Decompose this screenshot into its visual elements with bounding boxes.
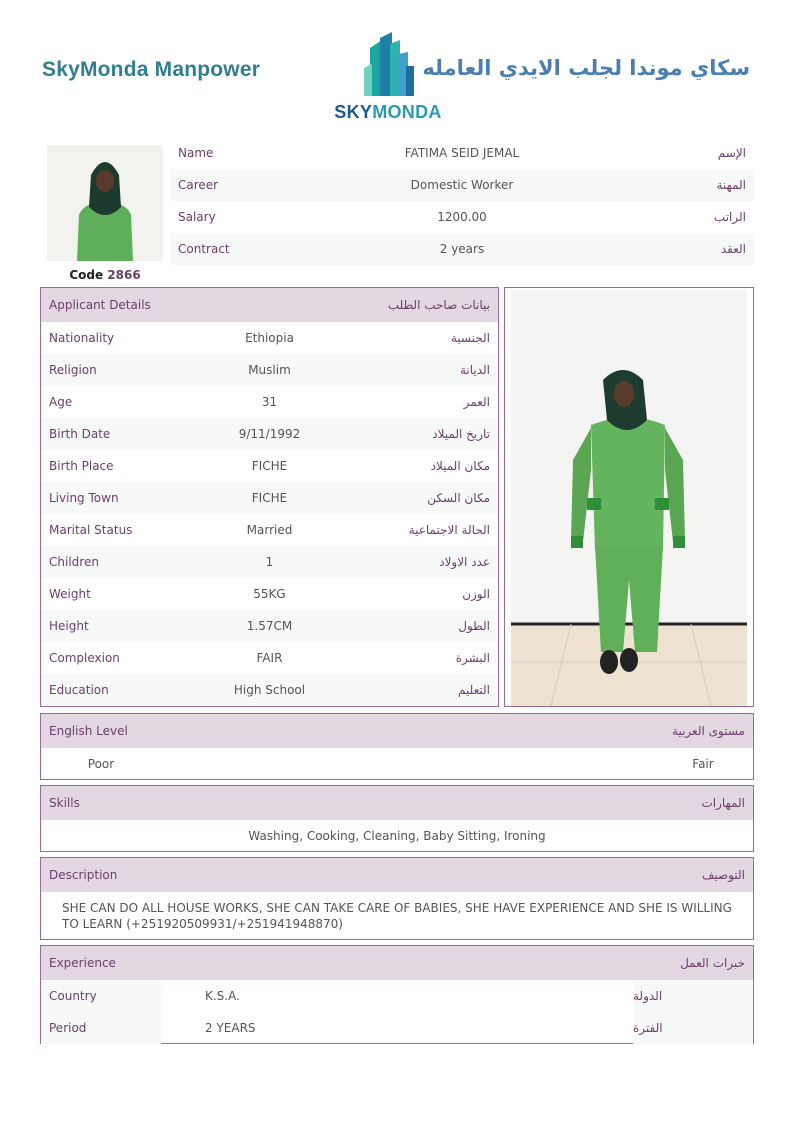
profile-row-career [170,169,754,201]
row-label: Career [178,178,219,192]
applicant-thumbnail-photo [47,145,163,261]
language-level-panel [40,713,754,780]
detail-row: Birth Place FICHE مكان الميلاد [49,459,490,473]
panel-title: English Level [49,724,128,738]
panel-header [41,786,753,820]
detail-row: Religion Muslim الديانة [41,354,498,386]
row-value: 2 years [439,242,485,256]
row-label-arabic: الراتب [713,210,746,224]
panel-header [41,946,753,980]
experience-row-country [41,980,753,1012]
row-value: 1200.00 [437,210,487,224]
row-value: FATIMA SEID JEMAL [404,146,520,160]
detail-row: Age 31 العمر [49,395,490,409]
detail-row: Education High School التعليم [41,674,498,706]
row-label: Period [41,1012,161,1044]
description-panel [40,857,754,940]
experience-panel [40,945,754,1044]
profile-row-name [170,137,754,169]
skills-panel [40,785,754,852]
row-label: Salary [178,210,216,224]
row-label-arabic: المهنة [716,178,746,192]
row-value: Domestic Worker [410,178,514,192]
panel-title: Applicant Details [49,298,151,312]
detail-row: Children 1 عدد الاولاد [41,546,498,578]
row-label: Contract [178,242,230,256]
row-label-arabic: الدولة [633,980,753,1012]
panel-title-arabic: التوصيف [701,868,745,882]
row-label: Name [178,146,214,160]
experience-row-period [41,1012,753,1044]
panel-title-arabic: بيانات صاحب الطلب [387,298,490,312]
detail-row: Height 1.57CM الطول [41,610,498,642]
panel-title-arabic: مستوى العربية [672,724,745,738]
english-level-value: Poor [87,757,115,771]
detail-row: Birth Date 9/11/1992 تاريخ الميلاد [41,418,498,450]
arabic-level-value: Fair [692,757,714,771]
panel-title-arabic: المهارات [701,796,745,810]
profile-row-contract [170,233,754,265]
brand-name-english: SkyMonda Manpower [42,58,261,81]
logo-wordmark: SKYMONDA [334,102,442,122]
row-value: K.S.A. [205,989,240,1003]
profile-summary [170,137,754,265]
skills-value: Washing, Cooking, Cleaning, Baby Sitting, Ironing [248,829,546,843]
panel-title: Experience [49,956,116,970]
brand-name-arabic: سكاي موندا لجلب الايدي العامله [422,56,750,80]
panel-header [41,288,498,322]
detail-row: Living Town FICHE مكان السكن [41,482,498,514]
panel-header [41,858,753,892]
profile-row-salary [170,201,754,233]
row-value: 2 YEARS [205,1021,256,1035]
panel-header [41,714,753,748]
detail-row: Marital Status Married الحالة الاجتماعية [49,523,490,537]
panel-title-arabic: خبرات العمل [680,956,745,970]
applicant-code: Code 2866 [69,268,141,282]
row-label-arabic: الإسم [717,146,746,160]
applicant-full-body-photo [511,290,747,706]
row-label-arabic: الفترة [633,1012,753,1044]
full-body-photo-panel [504,287,754,707]
page-header [0,0,794,140]
description-text: SHE CAN DO ALL HOUSE WORKS, SHE CAN TAKE CARE OF BABIES, SHE HAVE EXPERIENCE AND SHE IS WILLING TO LEARN (+251920509931/+251941948870) [62,901,732,931]
detail-row: Nationality Ethiopia الجنسية [49,331,490,345]
detail-row: Complexion FAIR البشرة [49,651,490,665]
language-levels-row [41,748,753,780]
panel-title: Description [49,868,118,882]
applicant-rows [41,322,498,706]
detail-row: Weight 55KG الوزن [49,587,490,601]
applicant-details-panel [40,287,499,707]
row-label-arabic: العقد [720,242,746,256]
panel-title: Skills [49,796,80,810]
row-label: Country [41,980,161,1012]
